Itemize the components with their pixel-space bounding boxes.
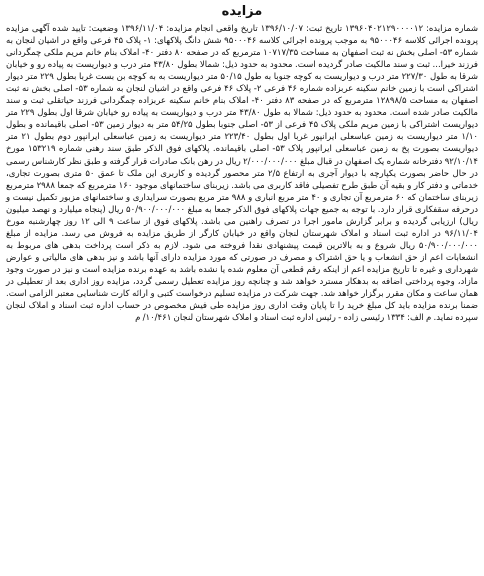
notice-body-text: شماره مزایده: ۱۳۹۶۰۴۰۲۱۲۹۰۰۰۰۱۲ تاریخ ثبت: ۱۳۹۶/۱۰/۰۷ تاریخ واقعی انجام مزایده: ۱۳۹۶/۱۱/۰۴ وضعیت: تایید شده آگهی مزایده پرونده اجرائی کلاسه ۹۵۰۰۰۴۶ به موجب پرونده اجرائی کلاسه ۹۵۰۰۰۴۶ شش دانگ پلاکهای: ۱- پلاک ۴۵ فرعی واقع در اشیان لنجان به شماره ۵۳- اصلی بخش نه ثبت اصفهان به مساحت ۱۰۷۱۷/۳۵ مترمربع که در صفحه ۸۰ دفتر ۴۰- املاک بنام خانم مریم ملکی چمگردانی فرزند خیرا... ثبت و سند مالکیت صادر گردیده است. محدود به حدود ذیل: شمالا بطول ۴۳/۸۰ متر درب و دیواریست به پیاده رو و خیابان شرقا به طول ۲۲۷/۳۰ متر درب و دیواریست به کوچه جنوبا به طول ۵۰/۱۵ متر دیواریست به به کوچه بن بست غربا بطول ۲۲۹ متر دیوار اشتراکی است با زمین خانم سکینه عربزاده شماره ۴۶ فرعی ۲- پلاک ۴۶ فرعی واقع در اشیان لنجان به شماره ۵۳- اصلی بخش نه ثبت اصفهان به مساحت ۱۲۸۹۸/۵ مترمربع که در صفحه ۸۳ دفتر ۴۰- املاک بنام خانم سکینه عربزاده چمگردانی فرزند حیاتقلی ثبت و سند مالکیت صادر شده است. محدود به حدود ذیل: شمالا به طول ۴۳/۸۰ متر درب و دیواریست به پیاده رو خیابان شرقا اول بطول ۲۲۹ متر دیواریست اشتراکی با زمین مریم ملکی پلاک ۴۵ فرعی از ۵۳- اصلی جنوبا بطول ۵۴/۲۵ متر به دیوار زمین ۵۳- اصلی باقیمانده و بطول ۱/۱۰ متر دیواریست به زمین عباسعلی ایرانپور غربا اول بطول ۲۲۳/۴۰ متر دیواریست به زمین عباسعلی ایرانپور دوم بطول ۲۱ متر دیواریست بصورت پخ به زمین عباسعلی ایرانپور پلاک ۵۳- اصلی باقیمانده. پلاکهای فوق الذکر طبق سند رهنی شماره ۱۵۳۲۱۹ مورخ ۹۲/۱۰/۱۴ دفترخانه شماره یک اصفهان در قبال مبلغ ۲/۰۰۰/۰۰۰/۰۰۰ ریال در رهن بانک صادرات قرار گرفته و طبق نظر کارشناس رسمی در حال حاضر بصورت یکپارچه با دیوار آجری به ارتفاع ۲/۵ متر محصور گردیده و کاربری این ملک تا عمق ۵۰ متری بصورت تجاری، خدماتی و دفتر کار و بقیه آن طبق طرح تفصیلی فاقد کاربری می باشد. زیربنای ساختمانهای موجود ۱۶۰ مترمربع که جمعا ۲۹۸۸ مترمربع زیربنای ساختمان که ۶۰ مترمربع آن تجاری و ۴۰ متر مربع انباری و ۹۸۸ متر مربع بصورت سرایداری و ساختمانهای مزبور تکمیل نیست و درحرفه سقفکاری قرار دارد. با توجه به جمیع جهات پلاکهای فوق الذکر جمعا به مبلغ ۵۰/۹۰۰/۰۰۰/۰۰۰ ریال (پنجاه میلیارد و نهصد میلیون ریال) ارزیابی گردیده و برابر گزارش مامور اجرا در تصرف راهنین می باشد. پلاکهای فوق از ساعت ۹ الی ۱۲ روز چهارشنبه مورخ ۹۶/۱۱/۰۴ در اداره ثبت اسناد و املاک شهرستان لنجان واقع در خیابان کارگر از طریق مزایده به فروش می رسد. مزایده از مبلغ ۵۰/۹۰۰/۰۰۰/۰۰۰ ریال شروع و به بالاترین قیمت پیشنهادی نقدا فروخته می شود. لازم به ذکر است پرداخت بدهی های مربوط به انشعابات اعم از حق انشعاب و یا حق اشتراک و مصرف در صورتی که مورد مزایده دارای آنها باشد و نیز بدهی های مالیاتی و عوارض شهرداری و غیره تا تاریخ مزایده اعم از اینکه رقم قطعی آن معلوم شده یا نشده باشد به عهده برنده مزایده است و نیز در صورت وجود مازاد، وجوه پرداختی اضافه به بدهکار مسترد خواهد شد و چنانچه روز مزایده تعطیل رسمی گردد، مزایده روز اداری بعد از تعطیلی در همان ساعت و مکان مقرر برگزار خواهد شد. جهت شرکت در مزایده تسلیم درخواست کتبی و ارائه کارت شناسایی معتبر الزامی است. ضمنا برنده مزایده باید کل مبلغ خرید را تا پایان وقت اداری روز مزایده طی فیش مخصوص در حساب اداره ثبت اسناد و املاک لنجان سپرده نماید. م الف: ۱۳۳۴ رئیسی زاده - رئیس اداره ثبت اسناد و املاک شهرستان لنجان ۱۰/۴۶۱/ م [6, 24, 479, 324]
notice-title: مزایده [221, 4, 263, 19]
